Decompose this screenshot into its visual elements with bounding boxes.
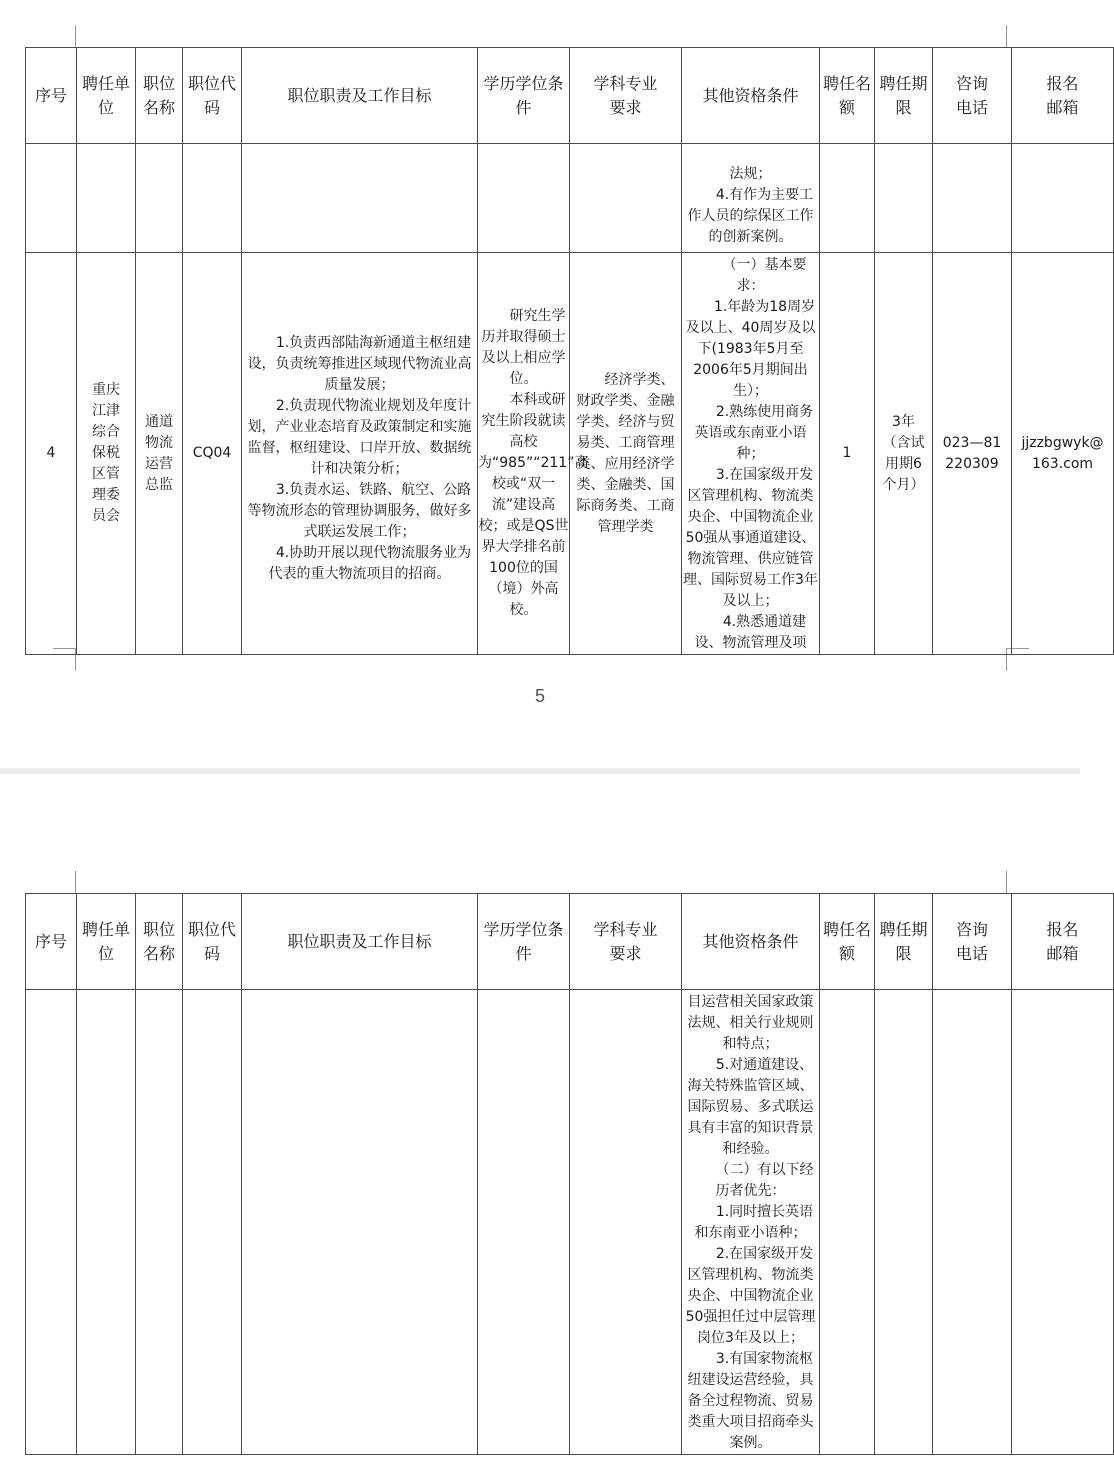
header-position-name: 职位名称	[136, 48, 183, 144]
row-position-code: CQ04	[183, 253, 242, 655]
row-major	[570, 253, 682, 655]
header-email: 报名邮箱	[1012, 48, 1114, 144]
page-number: 5	[534, 686, 545, 706]
other-conditions-continuation	[682, 990, 820, 1455]
text-line: 4.有作为主要工作人员的综保区工作的创新案例。	[687, 187, 814, 245]
header-position-code: 职位代码	[183, 48, 242, 144]
header-major: 学科专业要求	[570, 894, 682, 990]
header-seq: 序号	[26, 894, 77, 990]
header-position-name: 职位名称	[136, 894, 183, 990]
header-duties: 职位职责及工作目标	[242, 48, 478, 144]
row-other-conditions	[682, 253, 820, 655]
condition-item: 2.在国家级开发区管理机构、物流类央企、中国物流企业50强担任过中层管理岗位3年及以上；	[685, 1246, 816, 1346]
condition-item: （一）基本要求：	[722, 257, 807, 294]
header-other: 其他资格条件	[682, 894, 820, 990]
header-unit: 聘任单位	[77, 48, 136, 144]
header-education: 学历学位条 件	[478, 894, 570, 990]
crop-mark	[1006, 871, 1029, 894]
header-major: 学科专业要求	[570, 48, 682, 144]
condition-item: 4.熟悉通道建设、物流管理及项	[694, 614, 807, 651]
education-item: 研究生学历并取得硕士及以上相应学位。	[481, 308, 566, 387]
table-row-continuation	[26, 144, 1114, 253]
duty-item: 3.负责水运、铁路、航空、公路等物流形态的管理协调服务，做好多式联运发展工作；	[247, 481, 472, 540]
row-duties	[242, 253, 478, 655]
table-row	[26, 253, 1114, 655]
header-seq: 序号	[26, 48, 77, 144]
education-item: 本科或研究生阶段就读高校为“985”“211”高校或“双一流”建设高校；或是QS世界大学排名前100位的国（境）外高校。	[478, 392, 589, 618]
header-quota: 聘任名额	[820, 894, 875, 990]
header-term: 聘任期限	[875, 894, 933, 990]
condition-item: 1.同时擅长英语和东南亚小语种；	[694, 1204, 814, 1241]
major-text: 经济学类、财政学类、金融学类、经济与贸易类、工商管理类、应用经济学类、金融类、国际商务类、工商管理学类	[576, 371, 675, 535]
crop-mark	[53, 871, 76, 894]
row-unit: 重庆江津综合保税区管理委员会	[77, 253, 136, 655]
recruitment-table-continued	[25, 893, 1114, 1455]
crop-mark	[1006, 25, 1029, 48]
row-term: 3年（含试用期6个月）	[875, 253, 933, 655]
row-seq: 4	[26, 253, 77, 655]
header-position-code: 职位代码	[183, 894, 242, 990]
header-unit: 聘任单位	[77, 894, 136, 990]
header-education: 学历学位条 件	[478, 48, 570, 144]
duty-item: 2.负责现代物流业规划及年度计划，产业业态培育及政策制定和实施监督，枢纽建设、口岸开放、数据统计和决策分析；	[247, 397, 472, 477]
row-phone: 023—81220309	[933, 253, 1012, 655]
table-row-continuation	[26, 990, 1114, 1455]
row-education	[478, 253, 589, 655]
duty-item: 1.负责西部陆海新通道主枢纽建设，负责统筹推进区域现代物流业高质量发展；	[247, 334, 472, 393]
header-quota: 聘任名额	[820, 48, 875, 144]
table-header-row	[26, 48, 1114, 144]
condition-item: 目运营相关国家政策法规、相关行业规则和特点；	[687, 994, 814, 1052]
header-duties: 职位职责及工作目标	[242, 894, 478, 990]
condition-item: 3.有国家物流枢纽建设运营经验，具备全过程物流、贸易类重大项目招商牵头案例。	[687, 1351, 814, 1451]
condition-item: 5.对通道建设、海关特殊监管区域、国际贸易、多式联运具有丰富的知识背景和经验。	[687, 1057, 814, 1157]
duty-item: 4.协助开展以现代物流服务业为代表的重大物流项目的招商。	[268, 544, 472, 582]
table-header-row	[26, 894, 1114, 990]
condition-item: （二）有以下经历者优先：	[715, 1162, 814, 1199]
header-phone: 咨询电话	[933, 48, 1012, 144]
row-email: jjzzbgwyk@163.com	[1012, 253, 1114, 655]
other-conditions-continuation	[682, 144, 820, 253]
header-phone: 咨询电话	[933, 894, 1012, 990]
crop-mark	[53, 25, 76, 48]
header-other: 其他资格条件	[682, 48, 820, 144]
header-term: 聘任期限	[875, 48, 933, 144]
row-quota: 1	[820, 253, 875, 655]
row-position-name: 通道物流运营总监	[136, 253, 183, 655]
recruitment-table	[25, 47, 1114, 655]
text-line: 法规；	[729, 166, 772, 182]
condition-item: 1.年龄为18周岁及以上、40周岁及以下(1983年5月至2006年5月期间出生）；	[685, 299, 816, 399]
condition-item: 2.熟练使用商务英语或东南亚小语种；	[694, 404, 814, 462]
condition-item: 3.在国家级开发区管理机构、物流类央企、中国物流企业50强从事通道建设、物流管理、供应链管理、国际贸易工作3年及以上；	[683, 467, 818, 609]
header-email: 报名邮箱	[1012, 894, 1114, 990]
